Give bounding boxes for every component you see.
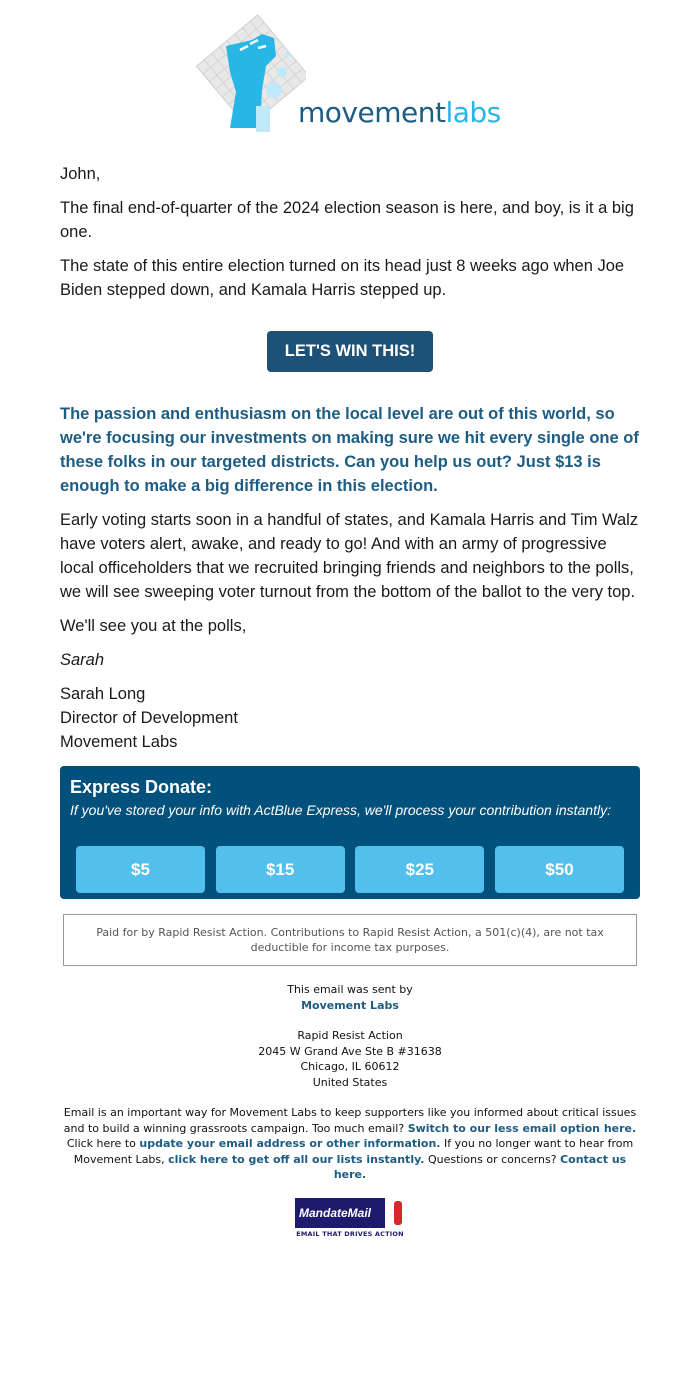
signature-block [60,682,640,754]
closing-line: We'll see you at the polls, [60,617,247,635]
donate-25-button[interactable]: $25 [355,846,484,893]
signer-name: Sarah Long [60,685,146,703]
less-email-link[interactable]: Switch to our less email option here. [407,1121,637,1135]
footer-notice [60,1105,640,1183]
address-line: 2045 W Grand Ave Ste B #31638 [258,1044,442,1058]
highlight-paragraph[interactable]: The passion and enthusiasm on the local level are out of this world, so we're focusing our investments on making sure we hit every single one of these folks in our targeted districts. Can you help us out? Just $13 is enough to make a big difference in this election. [60,405,639,495]
signature-script: Sarah [60,651,105,669]
movement-labs-logo [60,0,640,150]
signer-title: Director of Development [60,709,238,727]
express-donate-panel [60,766,640,899]
brand-part-2: labs [445,96,501,129]
address-line: Rapid Resist Action [297,1029,403,1042]
donate-5-button[interactable]: $5 [76,846,205,893]
unsubscribe-link[interactable]: click here to get off all our lists instantly. [168,1152,425,1166]
paragraph-4: Early voting starts soon in a handful of states, and Kamala Harris and Tim Walz have voters alert, awake, and ready to go! And with an army of progressive local officeholders that we recruited bringing friends and neighbors to the polls, we will see sweeping voter turnout from the bottom of the ballot to the very top. [60,511,639,601]
sent-by-text: This email was sent by [287,983,413,996]
flag-icon [385,1198,405,1228]
brand-wordmark [298,96,501,129]
donate-15-button[interactable]: $15 [216,846,345,893]
contact-link[interactable]: Contact us here. [333,1152,627,1181]
donate-50-button[interactable]: $50 [495,846,624,893]
footer-text: Click here to [66,1137,136,1150]
sender-link[interactable]: Movement Labs [301,998,399,1012]
express-donate-title: Express Donate: [70,777,213,797]
express-donate-subtitle: If you've stored your info with ActBlue Express, we'll process your contribution instantly: [70,802,611,818]
footer-text: Questions or concerns? [427,1152,557,1166]
brand-part-1: movement [298,96,446,129]
footer-text: If you no longer want to hear from Movement Labs, [73,1137,634,1166]
mandatemail-logo[interactable] [295,1198,405,1238]
paid-for-disclaimer: Paid for by Rapid Resist Action. Contributions to Rapid Resist Action, a 501(c)(4), are not tax deductible for income tax purposes. [63,914,637,966]
greeting: John, [60,165,101,183]
signer-org: Movement Labs [60,733,178,751]
raised-fist-icon [196,10,306,140]
paragraph-1: The final end-of-quarter of the 2024 election season is here, and boy, is it a big one. [60,199,634,241]
update-email-link[interactable]: update your email address or other information. [139,1137,441,1150]
address-line: Chicago, IL 60612 [300,1060,400,1073]
footer [60,982,640,1183]
mandatemail-name: MandateMail [299,1205,372,1220]
footer-text: Email is an important way for Movement Labs to keep supporters like you informed about critical issues and to build a winning grassroots campaign. Too much email? [63,1106,637,1135]
mandatemail-tagline: EMAIL THAT DRIVES ACTION [296,1229,404,1238]
lets-win-button[interactable]: LET'S WIN THIS! [267,331,433,372]
paragraph-2: The state of this entire election turned on its head just 8 weeks ago when Joe Biden stepped down, and Kamala Harris stepped up. [60,257,625,299]
address-line: United States [312,1075,388,1089]
